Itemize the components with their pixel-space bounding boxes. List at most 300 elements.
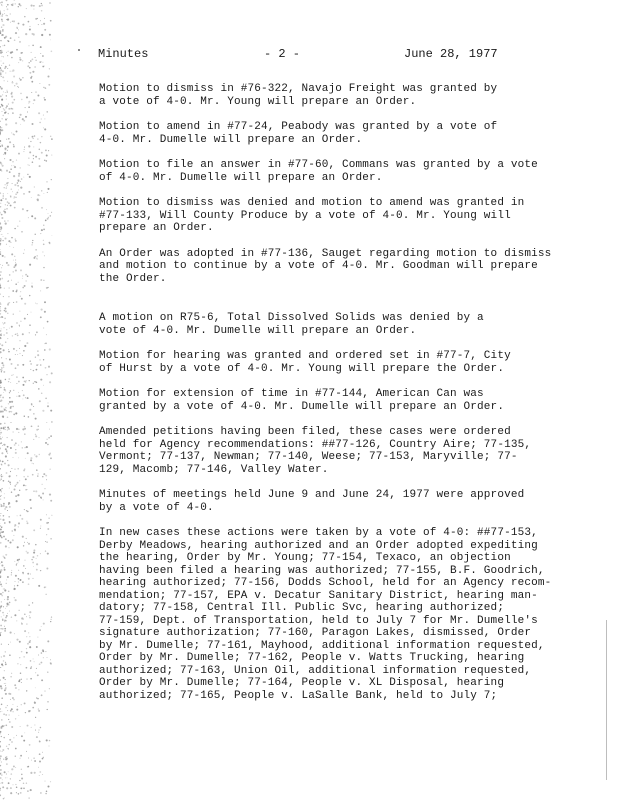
scan-speck	[0, 434, 1, 435]
scan-speck	[2, 751, 3, 752]
scan-speck	[47, 75, 49, 77]
scan-speck	[2, 24, 4, 26]
scan-speck	[11, 572, 12, 573]
scan-speck	[9, 654, 11, 656]
scan-speck	[11, 401, 13, 403]
scan-speck	[51, 515, 52, 516]
scan-speck	[0, 11, 1, 12]
scan-speck	[29, 151, 31, 153]
scan-speck	[3, 444, 4, 445]
scan-speck	[33, 370, 34, 371]
scan-speck	[38, 585, 40, 587]
scan-speck	[30, 60, 32, 62]
scan-speck	[10, 792, 12, 794]
scan-speck	[4, 619, 6, 621]
scan-speck	[0, 499, 1, 500]
scan-speck	[2, 118, 3, 119]
scan-speck	[29, 617, 31, 619]
scan-speck	[24, 285, 26, 287]
scan-speck	[4, 80, 5, 81]
scan-speck	[15, 283, 17, 285]
scan-speck	[0, 53, 1, 54]
scan-speck	[28, 138, 29, 139]
scan-speck	[0, 229, 2, 231]
scan-speck	[43, 193, 44, 194]
scan-speck	[43, 499, 44, 500]
scan-speck	[44, 343, 45, 344]
scan-speck	[0, 306, 1, 307]
scan-speck	[21, 99, 22, 100]
scan-speck	[50, 457, 52, 459]
scan-speck	[15, 449, 16, 450]
scan-speck	[7, 18, 9, 20]
scan-speck	[25, 397, 26, 398]
scan-speck	[27, 522, 29, 524]
scan-speck	[3, 606, 4, 607]
scan-speck	[39, 771, 41, 773]
scan-speck	[2, 165, 4, 167]
scan-speck	[17, 185, 19, 187]
scan-speck	[0, 625, 2, 627]
scan-speck	[26, 690, 27, 691]
scan-speck	[46, 334, 47, 335]
header-date: June 28, 1977	[404, 47, 498, 61]
scan-speck	[15, 748, 17, 750]
scan-speck	[32, 463, 33, 464]
scan-speck	[5, 204, 6, 205]
scan-speck	[6, 170, 8, 172]
scan-speck	[6, 603, 8, 605]
scan-speck	[51, 616, 52, 617]
scan-speck	[16, 350, 17, 351]
scan-speck	[0, 212, 1, 213]
scan-speck	[12, 711, 13, 712]
page-number: - 2 -	[264, 47, 301, 61]
scan-speck	[45, 587, 46, 588]
scan-speck	[14, 256, 15, 257]
scan-speck	[28, 103, 29, 104]
scan-speck	[15, 269, 17, 271]
scan-speck	[12, 108, 13, 109]
scan-speck	[11, 363, 13, 365]
scan-speck	[31, 52, 32, 53]
scan-speck	[32, 161, 34, 163]
scan-speck	[13, 431, 14, 432]
scan-speck	[7, 55, 8, 56]
scan-speck	[43, 225, 44, 226]
scan-speck	[6, 332, 8, 334]
scan-speck	[32, 602, 33, 603]
scan-speck	[23, 565, 25, 567]
scan-speck	[42, 484, 43, 485]
scan-speck	[4, 220, 5, 221]
scan-speck	[11, 93, 13, 95]
scan-speck	[33, 158, 34, 159]
scan-speck	[21, 231, 23, 233]
scan-speck	[2, 20, 4, 22]
scan-speck	[51, 372, 53, 374]
scan-speck	[0, 69, 2, 71]
scan-speck	[1, 491, 2, 492]
scan-speck	[50, 621, 51, 622]
scan-speck	[0, 287, 1, 289]
scan-speck	[25, 478, 27, 480]
scan-speck	[39, 149, 41, 151]
scan-speck	[25, 116, 27, 118]
scan-speck	[11, 726, 13, 728]
scan-speck	[13, 20, 15, 22]
scan-speck	[0, 74, 1, 75]
scan-speck	[7, 460, 8, 461]
scan-speck	[14, 39, 16, 41]
scan-speck	[28, 106, 30, 108]
scan-speck	[43, 243, 45, 245]
scan-speck	[23, 350, 25, 352]
scan-speck	[0, 199, 2, 201]
scan-speck	[9, 246, 10, 247]
scan-speck	[12, 183, 13, 184]
scan-speck	[28, 191, 30, 193]
scan-speck	[27, 476, 29, 478]
scan-speck	[11, 188, 13, 190]
scan-speck	[27, 552, 29, 554]
scan-speck	[23, 151, 24, 152]
scan-speck	[20, 187, 22, 189]
scan-speck	[19, 657, 20, 658]
scan-speck	[4, 13, 5, 14]
scan-speck	[47, 553, 49, 555]
scan-speck	[29, 615, 30, 616]
scan-speck	[29, 72, 31, 74]
scan-speck	[11, 237, 13, 239]
scan-speck	[14, 524, 16, 526]
scan-speck	[6, 329, 7, 330]
scan-speck	[50, 619, 51, 620]
scan-speck	[25, 485, 26, 486]
scan-speck	[9, 159, 11, 161]
scan-speck	[47, 640, 49, 642]
scan-speck	[10, 390, 11, 391]
scan-speck	[47, 709, 48, 710]
scan-speck	[0, 271, 2, 273]
scan-speck	[45, 442, 47, 444]
scan-speck	[0, 2, 1, 4]
scan-speck	[36, 558, 37, 559]
scan-speck	[35, 687, 36, 688]
scan-speck	[0, 518, 1, 519]
scan-speck	[35, 60, 36, 61]
scan-speck	[50, 781, 51, 782]
scan-speck	[13, 737, 14, 738]
scan-speck	[6, 472, 8, 474]
scan-speck	[0, 788, 1, 790]
scan-speck	[45, 150, 47, 152]
scan-speck	[22, 333, 24, 335]
scan-speck	[3, 392, 4, 393]
scan-speck	[27, 643, 29, 645]
scan-speck	[23, 394, 25, 396]
scan-speck	[31, 33, 33, 35]
scan-speck	[40, 20, 41, 21]
scan-speck	[28, 758, 29, 759]
scan-speck	[27, 275, 29, 277]
scan-speck	[37, 194, 39, 196]
scan-speck	[39, 359, 40, 360]
scan-speck	[7, 426, 9, 428]
scan-speck	[29, 646, 31, 648]
scan-speck	[23, 177, 24, 178]
scan-speck	[41, 229, 43, 231]
scan-speck	[20, 673, 21, 674]
scan-speck	[41, 393, 43, 395]
scan-speck	[30, 141, 31, 142]
scan-speck	[48, 518, 49, 519]
minutes-body	[99, 83, 579, 715]
scan-speck	[8, 734, 9, 735]
scan-speck	[30, 678, 32, 680]
scan-speck	[24, 249, 25, 250]
scan-speck	[0, 765, 1, 767]
scan-speck	[8, 693, 10, 695]
scan-speck	[1, 88, 3, 90]
scan-speck	[2, 416, 4, 418]
scan-speck	[1, 15, 2, 16]
scan-speck	[8, 138, 10, 140]
scan-speck	[5, 223, 7, 225]
scan-speck	[10, 37, 12, 39]
scan-speck	[20, 726, 21, 727]
scan-speck	[3, 503, 5, 505]
scan-speck	[9, 506, 11, 508]
scan-speck	[1, 362, 3, 364]
scan-speck	[7, 91, 9, 93]
scan-speck	[9, 541, 11, 543]
scan-speck	[22, 377, 24, 379]
scan-speck	[1, 19, 3, 21]
scan-speck	[7, 185, 8, 186]
scan-speck	[0, 583, 2, 585]
scan-speck	[39, 741, 41, 743]
scan-speck	[42, 251, 43, 252]
scan-speck	[14, 228, 15, 229]
scan-speck	[39, 400, 41, 402]
scan-speck	[32, 556, 34, 558]
scan-speck	[3, 236, 4, 237]
scan-speck	[48, 522, 49, 523]
scan-speck	[2, 265, 3, 266]
scan-speck	[0, 731, 1, 733]
scan-speck	[9, 359, 11, 361]
scan-speck	[43, 359, 44, 360]
scan-speck	[15, 334, 16, 335]
scan-speck	[43, 473, 45, 475]
scan-speck	[13, 535, 14, 536]
scan-speck	[29, 798, 30, 799]
scan-speck	[4, 588, 5, 589]
scan-speck	[0, 40, 2, 42]
scan-speck	[36, 563, 38, 565]
scan-speck	[9, 475, 10, 476]
scan-speck	[13, 784, 14, 785]
scan-speck	[2, 234, 3, 235]
scan-edge-line	[606, 620, 607, 780]
scan-speck	[18, 715, 19, 716]
scan-speck	[45, 397, 47, 399]
scan-speck	[46, 422, 47, 423]
scan-speck	[20, 114, 22, 116]
scan-speck	[45, 87, 47, 89]
scan-speck	[32, 136, 34, 138]
scan-speck	[15, 767, 16, 768]
scan-speck	[29, 165, 30, 166]
scan-speck	[0, 240, 1, 242]
scan-speck	[3, 56, 4, 57]
scan-speck	[42, 55, 44, 57]
scan-speck	[13, 144, 14, 145]
scan-speck	[47, 218, 49, 220]
scan-speck	[0, 86, 1, 88]
scan-speck	[4, 67, 6, 69]
header-title: Minutes	[98, 47, 149, 61]
scan-speck	[16, 322, 17, 323]
scan-speck	[11, 57, 13, 59]
scan-speck	[49, 688, 50, 689]
scan-speck	[5, 119, 7, 121]
scan-speck	[32, 71, 34, 73]
scan-speck	[0, 146, 1, 148]
scan-speck	[26, 616, 27, 617]
scan-speck	[27, 725, 29, 727]
scan-speck	[0, 777, 2, 779]
scan-speck	[10, 168, 11, 169]
scan-speck	[8, 280, 9, 281]
scan-speck	[28, 145, 30, 147]
scan-speck	[35, 357, 36, 358]
scan-speck	[24, 428, 26, 430]
scan-speck	[7, 446, 9, 448]
scan-speck	[9, 714, 10, 715]
scan-speck	[51, 212, 52, 213]
scan-speck	[29, 295, 30, 296]
scan-speck	[2, 76, 4, 78]
scan-speck	[24, 303, 26, 305]
scan-speck	[3, 296, 4, 297]
paragraph-city-of-hurst: Motion for hearing was granted and ordered set in #77-7, City of Hurst by a vote of 4-0. Mr. Young will prepare the Order.	[99, 350, 511, 375]
scan-speck	[0, 608, 1, 609]
scan-speck	[4, 626, 5, 627]
scan-speck	[34, 135, 36, 137]
scan-speck	[33, 146, 34, 147]
scan-speck	[6, 579, 7, 580]
scan-speck	[41, 498, 42, 499]
scan-speck	[0, 121, 1, 122]
scan-speck	[0, 206, 1, 207]
scan-speck	[1, 504, 2, 505]
scan-speck	[3, 480, 5, 482]
scan-speck	[42, 649, 44, 651]
scan-speck	[1, 26, 2, 27]
scan-speck	[16, 383, 17, 384]
scan-speck	[0, 285, 1, 286]
scan-speck	[5, 724, 7, 726]
scan-speck	[44, 587, 46, 589]
scan-speck	[0, 283, 1, 285]
scan-speck	[5, 72, 6, 73]
scan-speck	[0, 460, 1, 462]
scan-speck	[16, 396, 17, 397]
scan-speck	[16, 620, 17, 621]
scan-speck	[50, 136, 51, 137]
scan-speck	[6, 105, 8, 107]
scan-speck	[10, 108, 12, 110]
scan-speck	[44, 18, 45, 19]
scan-speck	[12, 290, 14, 292]
scan-speck	[12, 530, 13, 531]
scan-speck	[31, 727, 32, 728]
scan-speck	[19, 4, 20, 5]
scan-speck	[0, 385, 1, 386]
scan-speck	[51, 138, 53, 140]
scan-speck	[4, 387, 5, 388]
scan-speck	[0, 30, 1, 31]
scan-speck	[46, 439, 47, 440]
scan-speck	[15, 575, 17, 577]
scan-speck	[51, 421, 52, 422]
scan-speck	[0, 436, 1, 437]
scan-speck	[29, 67, 31, 69]
scan-speck	[39, 740, 40, 741]
scan-speck	[35, 435, 37, 437]
scan-speck	[43, 127, 44, 128]
paragraph-will-county: Motion to dismiss was denied and motion to amend was granted in #77-133, Will County Produce by a vote of 4-0. Mr. Young will prepare an Order.	[99, 197, 525, 234]
scan-speck	[1, 616, 2, 617]
scan-speck	[26, 96, 28, 98]
scan-speck	[18, 432, 19, 433]
scan-speck	[33, 757, 35, 759]
scan-speck	[22, 364, 24, 366]
scan-speck	[43, 657, 44, 658]
scan-speck	[18, 23, 20, 25]
scan-speck	[1, 217, 3, 219]
scan-speck	[13, 76, 15, 78]
scan-speck	[14, 597, 15, 598]
scan-speck	[3, 327, 4, 328]
scan-speck	[21, 617, 23, 619]
scan-speck	[32, 474, 34, 476]
scan-speck	[0, 741, 1, 743]
scan-speck	[40, 792, 41, 793]
scan-speck	[47, 657, 48, 658]
scan-speck	[1, 773, 2, 774]
scan-speck	[0, 411, 2, 413]
scan-speck	[37, 698, 39, 700]
scan-speck	[48, 84, 50, 86]
scan-speck	[47, 188, 49, 190]
scan-speck	[18, 87, 19, 88]
scan-speck	[18, 395, 20, 397]
scan-speck	[0, 685, 2, 687]
scan-speck	[4, 10, 5, 11]
scan-speck	[12, 406, 13, 407]
scan-speck	[21, 769, 22, 770]
scan-speck	[5, 714, 7, 716]
scan-speck	[35, 672, 36, 673]
scan-speck	[33, 529, 35, 531]
scan-speck	[36, 469, 38, 471]
scan-speck	[49, 494, 51, 496]
scan-speck	[36, 697, 37, 698]
scan-speck	[1, 333, 2, 334]
